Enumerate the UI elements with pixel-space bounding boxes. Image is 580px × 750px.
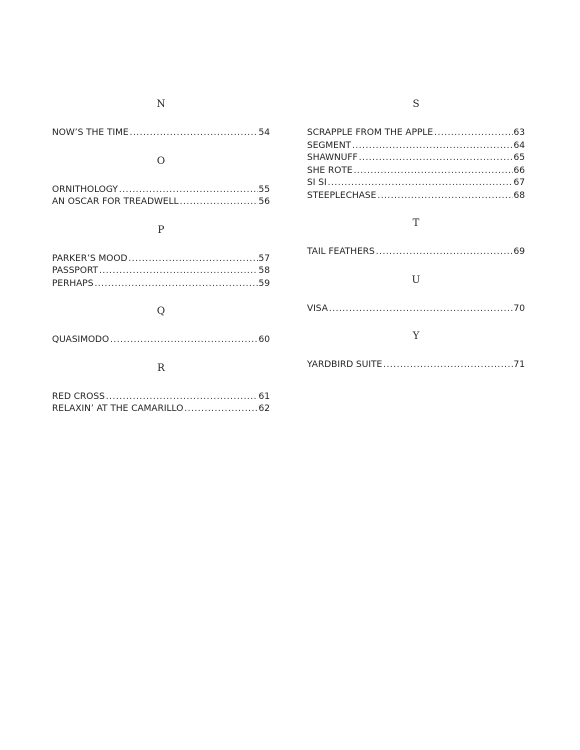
- dot-leader: [377, 190, 512, 203]
- index-entry: [307, 127, 525, 140]
- section-entries: [307, 246, 525, 259]
- entry-title: SCRAPPLE FROM THE APPLE: [307, 128, 434, 138]
- index-entry: [52, 403, 270, 416]
- index-section: [307, 218, 525, 259]
- page-number: 65: [513, 153, 525, 163]
- entry-title: SHAWNUFF: [307, 153, 358, 163]
- index-entry: [52, 184, 270, 197]
- index-section: [52, 99, 270, 140]
- dot-leader: [383, 359, 512, 372]
- entry-title: SHE ROTE: [307, 165, 353, 176]
- index-entry: [52, 278, 270, 291]
- dot-leader: [376, 246, 513, 259]
- index-entry: [307, 246, 525, 259]
- entry-title: VISA: [307, 303, 328, 314]
- entry-title: NOW’S THE TIME: [52, 128, 129, 138]
- page-number: 59: [258, 278, 270, 289]
- dot-leader: [99, 265, 258, 278]
- index-entry: [52, 391, 270, 404]
- index-section: [52, 156, 270, 209]
- entry-title: RED CROSS: [52, 391, 105, 402]
- section-entries: [307, 127, 525, 202]
- index-entry: [307, 177, 525, 190]
- index-entry: [52, 196, 270, 209]
- page-number: 67: [513, 178, 525, 188]
- section-entries: [52, 184, 270, 209]
- page-number: 60: [258, 335, 270, 345]
- section-entries: [52, 127, 270, 140]
- index-section: [52, 363, 270, 416]
- section-heading: T: [412, 218, 420, 229]
- index-entry: [52, 127, 270, 140]
- dot-leader: [329, 303, 513, 316]
- entry-title: QUASIMODO: [52, 335, 110, 345]
- page-number: 63: [513, 128, 525, 138]
- entry-title: PASSPORT: [52, 266, 99, 276]
- index-entry: [52, 253, 270, 266]
- index-entry: [307, 359, 525, 372]
- dot-leader: [106, 391, 258, 404]
- dot-leader: [184, 403, 257, 416]
- entry-title: YARDBIRD SUITE: [307, 360, 383, 370]
- section-heading: N: [156, 99, 166, 110]
- page-number: 71: [513, 360, 525, 370]
- dot-leader: [359, 152, 513, 165]
- page-number: 55: [258, 184, 270, 195]
- section-entries: [52, 253, 270, 291]
- dot-leader: [354, 165, 513, 178]
- dot-leader: [352, 140, 512, 153]
- page-number: 70: [513, 303, 525, 314]
- index-entry: [307, 190, 525, 203]
- index-section: [307, 99, 525, 202]
- entry-title: AN OSCAR FOR TREADWELL: [52, 197, 179, 207]
- section-entries: [307, 303, 525, 316]
- entry-title: RELAXIN’ AT THE CAMARILLO: [52, 404, 184, 414]
- section-heading: O: [156, 155, 166, 167]
- dot-leader: [128, 253, 257, 266]
- index-column-right: [307, 99, 525, 388]
- entry-title: ORNITHOLOGY: [52, 184, 118, 195]
- section-heading: P: [157, 224, 165, 236]
- section-heading: U: [411, 274, 421, 286]
- page-number: 64: [513, 140, 525, 151]
- dot-leader: [110, 334, 257, 347]
- section-heading: S: [412, 99, 420, 110]
- dot-leader: [119, 184, 258, 197]
- dot-leader: [328, 177, 513, 190]
- index-column-left: [52, 99, 270, 432]
- section-heading: Q: [156, 306, 166, 317]
- dot-leader: [180, 196, 258, 209]
- section-entries: [52, 391, 270, 416]
- section-entries: [307, 359, 525, 372]
- index-entry: [307, 303, 525, 316]
- page-number: 61: [258, 391, 270, 402]
- section-heading: Y: [412, 331, 420, 342]
- entry-title: SEGMENT: [307, 140, 352, 151]
- section-heading: R: [157, 362, 165, 374]
- page-number: 66: [513, 165, 525, 176]
- index-entry: [307, 140, 525, 153]
- index-section: [52, 306, 270, 347]
- page-number: 57: [258, 253, 270, 264]
- page-number: 58: [258, 266, 270, 276]
- index-entry: [307, 165, 525, 178]
- entry-title: SI SI: [307, 178, 327, 188]
- page-number: 62: [258, 404, 270, 414]
- entry-title: TAIL FEATHERS: [307, 247, 375, 257]
- section-entries: [52, 334, 270, 347]
- dot-leader: [94, 278, 257, 291]
- page-number: 69: [513, 247, 525, 257]
- index-entry: [52, 265, 270, 278]
- index-section: [52, 225, 270, 291]
- index-entry: [307, 152, 525, 165]
- page-number: 54: [258, 128, 270, 138]
- page-number: 56: [258, 197, 270, 207]
- index-entry: [52, 334, 270, 347]
- index-section: [307, 275, 525, 316]
- entry-title: STEEPLECHASE: [307, 190, 377, 201]
- entry-title: PERHAPS: [52, 278, 94, 289]
- dot-leader: [434, 127, 512, 140]
- dot-leader: [130, 127, 258, 140]
- index-section: [307, 331, 525, 372]
- page-number: 68: [513, 190, 525, 201]
- entry-title: PARKER’S MOOD: [52, 253, 128, 264]
